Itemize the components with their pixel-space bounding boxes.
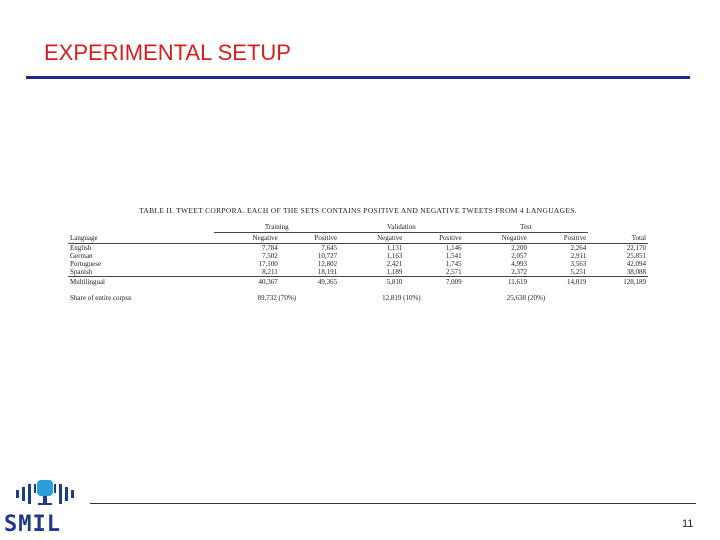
- share-test: 25,638 (20%): [506, 294, 546, 302]
- corpora-table: [68, 223, 648, 302]
- share-training: 89,732 (70%): [257, 294, 297, 302]
- slide-title: EXPERIMENTAL SETUP: [44, 40, 291, 65]
- tweet-corpora-table: [68, 206, 648, 302]
- share-validation: 12,819 (10%): [382, 294, 421, 302]
- title-divider: [26, 76, 690, 79]
- table-caption: TABLE II. TWEET CORPORA. EACH OF THE SETS CONTAINS POSITIVE AND NEGATIVE TWEETS FROM 4 LANGUAGES.: [139, 206, 577, 215]
- col-train-positive: Positive: [280, 233, 339, 244]
- multilingual-row: Multilingual 40,367 49,365 5,810 7,009 11,619 14,019 128,189: [70, 278, 646, 286]
- col-test-negative: Negative: [464, 233, 529, 244]
- table-row: Portuguese 17,100 12,802 2,421 1,745 4,993 3,563 42,094: [70, 260, 646, 268]
- table-row: Spanish 8,211 18,191 1,189 2,571 2,372 5,251 38,088: [70, 268, 646, 276]
- group-test: Test: [464, 223, 589, 233]
- share-row: [68, 286, 648, 302]
- col-total: Total: [588, 233, 648, 244]
- page-number: 11: [682, 518, 694, 530]
- logo-text: SMIL: [4, 512, 61, 537]
- share-label: Share of entire corpus: [70, 294, 132, 302]
- group-training: Training: [214, 223, 339, 233]
- table-row: English 7,784 7,645 1,131 1,146 2,200 2,264 22,170: [70, 244, 646, 252]
- col-train-negative: Negative: [214, 233, 279, 244]
- col-test-positive: Positive: [529, 233, 588, 244]
- col-val-positive: Positive: [404, 233, 463, 244]
- group-header-row: [68, 223, 648, 233]
- col-val-negative: Negative: [339, 233, 404, 244]
- footer-divider: [90, 503, 696, 504]
- table-row: German 7,502 10,727 1,163 1,541 2,057 2,911 25,851: [70, 252, 646, 260]
- col-language: Language: [68, 233, 214, 244]
- group-validation: Validation: [339, 223, 464, 233]
- column-header-row: [68, 233, 648, 244]
